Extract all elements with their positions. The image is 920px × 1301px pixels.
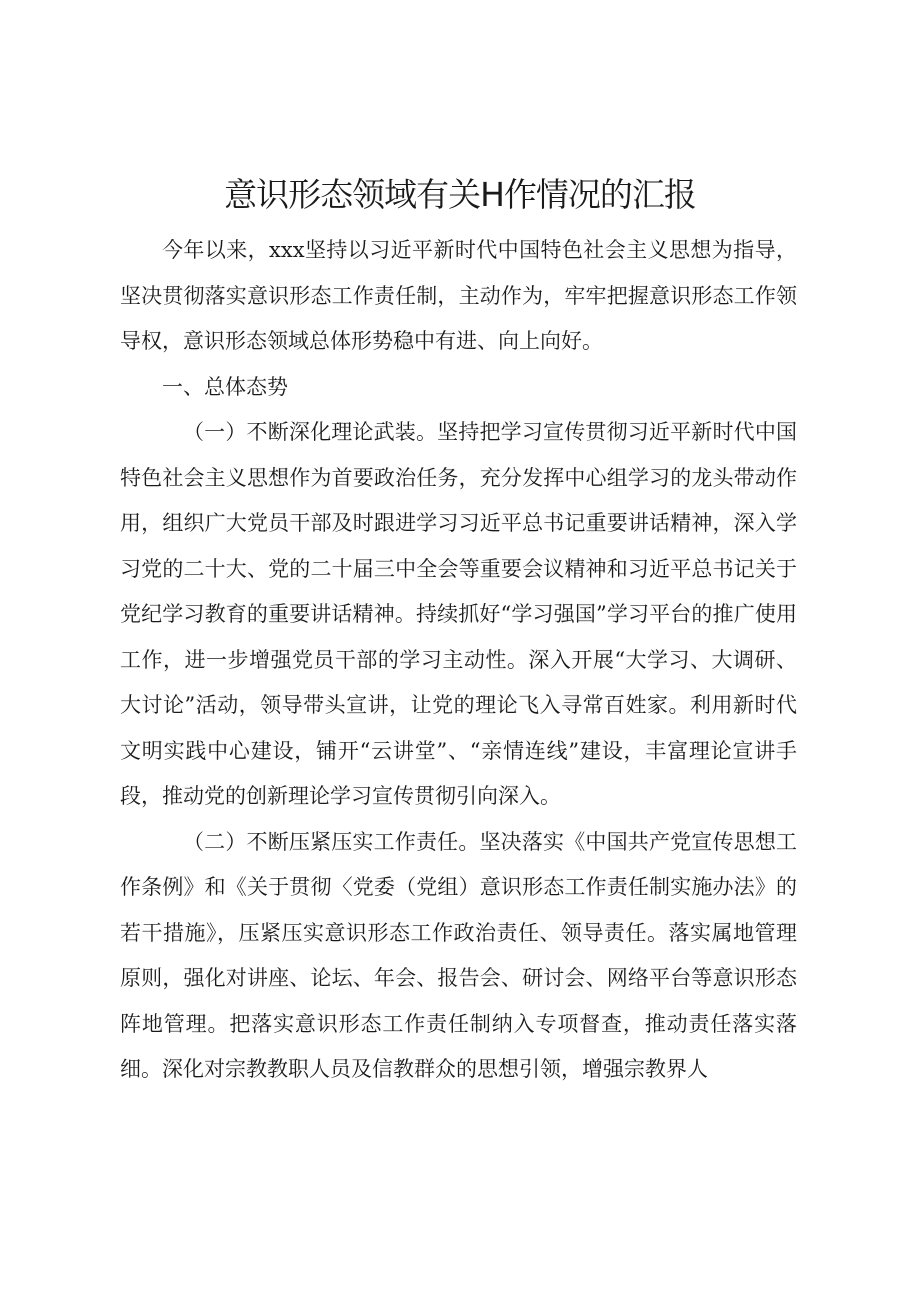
paragraph-work-responsibility: （二）不断压紧压实工作责任。坚决落实《中国共产党宣传思想工作条例》和《关于贯彻〈党委（党组）意识形态工作责任制实施办法》的若干措施》，压紧压实意识形态工作政治责任、领导责任。落实属地管理原则，强化对讲座、论坛、年会、报告会、研讨会、网络平台等意识形态阵地管理。把落实意识形态工作责任制纳入专项督查，推动责任落实落细。深化对宗教教职人员及信教群众的思想引领，增强宗教界人	[120, 829, 797, 1081]
document-title: 意识形态领域有关H作情况的汇报	[224, 175, 696, 214]
section-heading-overall-situation: 一、总体态势	[162, 374, 288, 399]
intro-paragraph: 今年以来，xxx坚持以习近平新时代中国特色社会主义思想为指导，坚决贯彻落实意识形态工作责任制，主动作为，牢牢把握意识形态工作领导权，意识形态领域总体形势稳中有进、向上向好。	[120, 238, 797, 353]
paragraph-theory-armament: （一）不断深化理论武装。坚持把学习宣传贯彻习近平新时代中国特色社会主义思想作为首要政治任务，充分发挥中心组学习的龙头带动作用，组织广大党员干部及时跟进学习习近平总书记重要讲话精神，深入学习党的二十大、党的二十届三中全会等重要会议精神和习近平总书记关于党纪学习教育的重要讲话精神。持续抓好“学习强国”学习平台的推广使用工作，进一步增强党员干部的学习主动性。深入开展“大学习、大调研、大讨论”活动，领导带头宣讲，让党的理论飞入寻常百姓家。利用新时代文明实践中心建设，铺开“云讲堂”、“亲情连线”建设，丰富理论宣讲手段，推动党的创新理论学习宣传贯彻引向深入。	[120, 420, 797, 808]
document-body	[120, 228, 797, 1093]
